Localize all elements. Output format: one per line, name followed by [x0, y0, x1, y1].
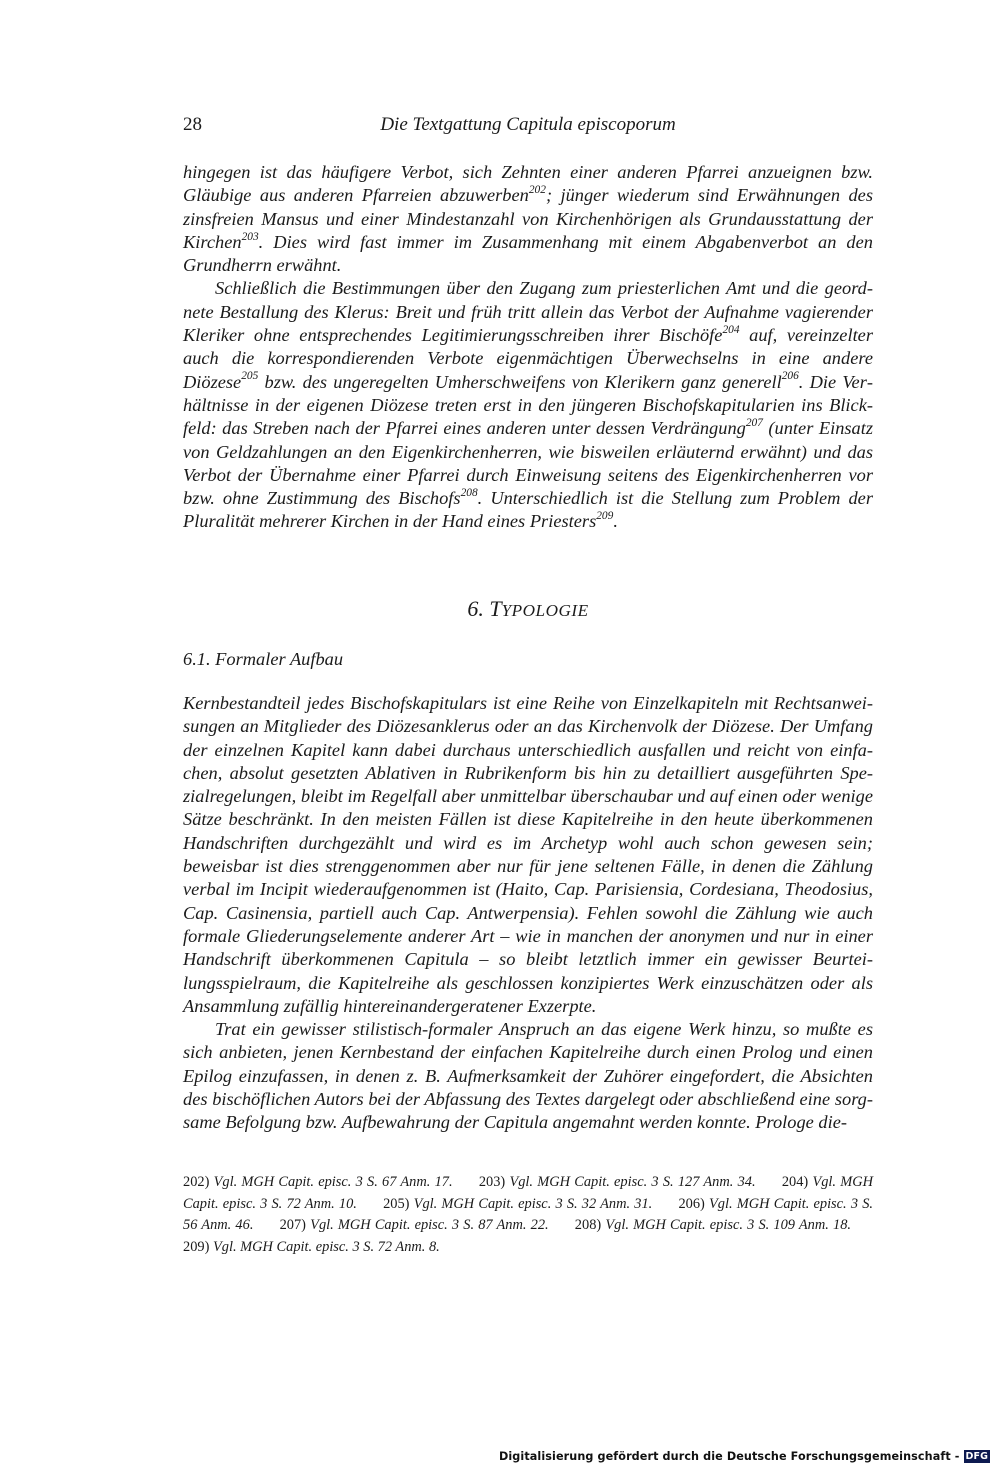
- footnote-207: 207) Vgl. MGH Capit. episc. 3 S. 87 Anm. 22.: [279, 1217, 549, 1234]
- paragraph-2: Schließlich die Bestimmungen über den Zugang zum priesterlichen Amt und die geordnete Bestallung des Klerus: Breit und früh tritt allein das Verbot der Aufnahme vagierender Kleriker ohne entsprechendes Legitimierungsschreiben ihrer Bischöfe$^{204}$ auf, vereinzelter auch die korrespondierenden Verbote eigenmächtigen Überwechselns in eine andere Diözese$^{205}$ bzw. des ungeregelten Umherschweifens von Klerikern ganz generell$^{206}$. Die Verhältnisse in der eigenen Diözese treten erst in den jüngeren Bischofskapitularien ins Blickfeld: das Streben nach der Pfarrei eines anderen unter dessen Verdrängung$^{207}$ (unter Einsatz von Geldzahlungen an den Eigenkirchenherren, wie bisweilen erläuternd erwähnt) und das Verbot der Übernahme einer Pfarrei durch Einweisung seitens des Eigenkirchenherren vor bzw. ohne Zustimmung des Bischofs$^{208}$. Unterschiedlich ist die Stellung zum Problem der Pluralität mehrerer Kirchen in der Hand eines Priesters$^{209}$.: [183, 278, 874, 532]
- footnote-ref-202[interactable]: 202: [528, 184, 546, 197]
- footnote-ref-208[interactable]: 208: [460, 486, 478, 499]
- credit-text: Digitalisierung gefördert durch die Deutsche Forschungsgemeinschaft -: [498, 1449, 960, 1463]
- footnote-ref-204[interactable]: 204: [722, 323, 740, 336]
- footnote-ref-209[interactable]: 209: [596, 510, 614, 523]
- footnote-209: 209) Vgl. MGH Capit. episc. 3 S. 72 Anm. 8.: [183, 1238, 440, 1255]
- footnote-202: 202) Vgl. MGH Capit. episc. 3 S. 67 Anm. 17.: [183, 1174, 453, 1190]
- subsection-heading: 6.1. Formaler Aufbau: [183, 649, 344, 669]
- footnote-ref-207[interactable]: 207: [745, 417, 763, 429]
- running-title: Die Textgattung Capitula episcoporum: [380, 114, 676, 135]
- text-block-top: [183, 161, 873, 534]
- section-heading: 6. TYPOLOGIE: [467, 596, 589, 621]
- page-number: 28: [183, 114, 202, 135]
- running-header: [183, 114, 873, 142]
- footnote-204: 204) Vgl. MGH Capit. episc. 3 S. 72 Anm. 10.: [183, 1174, 874, 1212]
- footnote-ref-205[interactable]: 205: [241, 370, 259, 383]
- digitization-credit: [499, 1446, 990, 1466]
- paragraph-1: hingegen ist das häufigere Verbot, sich Zehnten einer anderen Pfarrei anzueignen bzw. Gläubige aus anderen Pfarreien abzuwerben$^{202}$; jünger wiederum sind Erwähnungen des zinsfreien Mansus und einer Mindestanzahl von Kirchenhörigen als Grundausstattung der Kirchen$^{203}$. Dies wird fast immer im Zusammenhang mit einem Abgabenverbot an den Grundherrn erwähnt.: [183, 162, 873, 276]
- paragraph-3: Kernbestandteil jedes Bischofskapitulars ist eine Reihe von Einzelkapiteln mit Rechtsanweisungen an Mitglieder des Diözesanklerus oder an das Kirchenvolk der Diözese. Der Umfang der einzelnen Kapitel kann dabei durchaus unterschiedlich ausfallen und reicht von einfachen, absolut gesetzten Ablativen in Rubrikenform bis hin zu detailliert ausgeführten Spezialregelungen, bleibt im Regelfall aber unmittelbar überschaubar und auf einen oder wenige Sätze beschränkt. In den meisten Fällen ist diese Kapitelreihe in den heute überkommenen Handschriften durchgezählt und wird es im Archetyp wohl auch schon gewesen sein; beweisbar ist dies strenggenommen aber nur für jene seltenen Fälle, in denen die Zählung verbal im Incipit wiederaufgenommen ist (Haito, Cap. Parisiensia, Cordesiana, Theodosius, Cap. Casinensia, partiell auch Cap. Antwerpensia). Fehlen sowohl die Zählung wie auch formale Gliederungselemente anderer Art – wie in manchen der anonymen und nur in einer Handschrift überkommenen Capitula – so bleibt letztlich immer ein gewisser Beurteilungsspielraum, die Kapitelreihe als geschlossen konzipiertes Werk einzuschätzen oder als Ansammlung zufällig hintereinandergeratener Exzerpte.: [183, 693, 873, 1016]
- footnote-ref-203[interactable]: 203: [241, 230, 259, 243]
- paragraph-4: Trat ein gewisser stilistisch-formaler Anspruch an das eigene Werk hinzu, so mußte es sich anbieten, jenen Kernbestand der einfachen Kapitelreihe durch einen Prolog und einen Epilog einzufassen, in denen z. B. Aufmerksamkeit der Zuhörer eingefordert, die Absichten des bischöflichen Autors bei der Abfassung des Textes dargelegt oder abschließend eine sorgsame Befolgung bzw. Aufbewahrung der Capitula angemahnt werden konnte. Prologe die-: [183, 1019, 873, 1133]
- dfg-logo: DFG: [965, 1450, 988, 1462]
- text-block-main: [183, 692, 873, 1135]
- footnote-205: 205) Vgl. MGH Capit. episc. 3 S. 32 Anm. 31.: [383, 1195, 653, 1212]
- footnotes: [183, 1172, 873, 1258]
- footnote-206: 206) Vgl. MGH Capit. episc. 3 S. 56 Anm. 46.: [183, 1195, 873, 1234]
- footnote-208: 208) Vgl. MGH Capit. episc. 3 S. 109 Anm. 18.: [574, 1217, 852, 1234]
- footnote-203: 203) Vgl. MGH Capit. episc. 3 S. 127 Anm. 34.: [478, 1174, 756, 1190]
- footnote-ref-206[interactable]: 206: [781, 370, 799, 383]
